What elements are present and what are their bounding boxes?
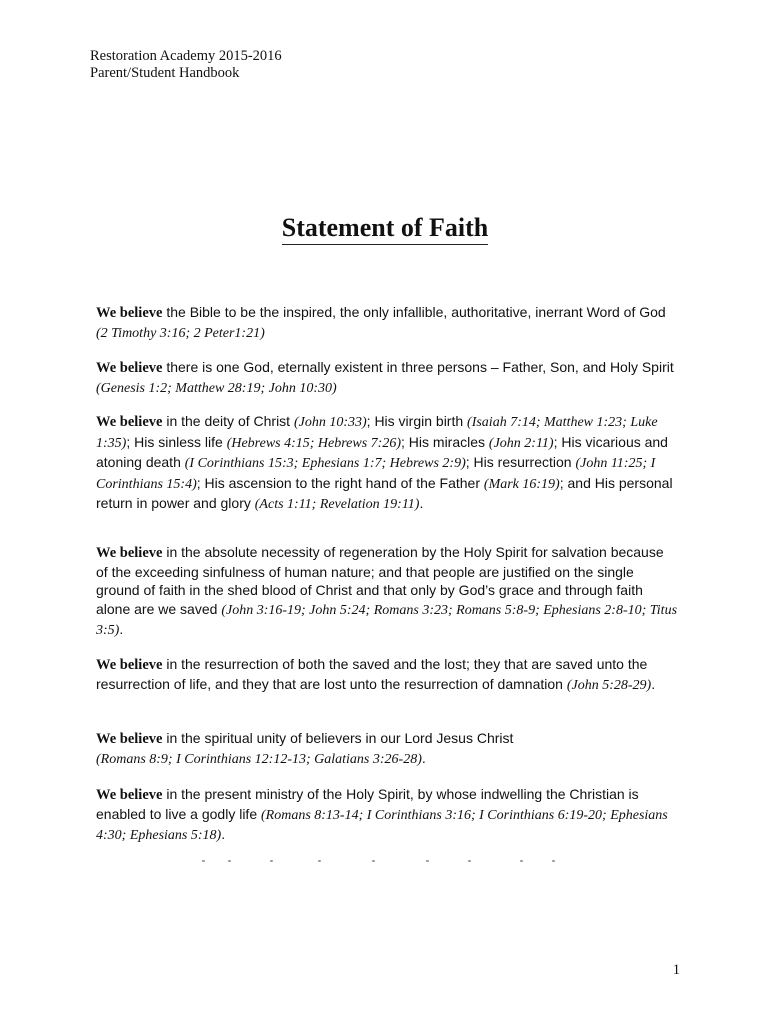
belief-resurrection (96, 655, 678, 695)
belief-text: . (119, 621, 124, 637)
belief-text: there is one God, eternally existent in three persons – Father, Son, and Holy Spirit (162, 359, 674, 375)
belief-text: ; His sinless life (126, 433, 227, 450)
scripture-reference: (John 5:28-29) (566, 677, 652, 693)
belief-bible (96, 303, 678, 343)
scripture-reference: (John 10:33) (293, 415, 367, 430)
belief-lead: We believe (96, 657, 163, 673)
belief-trinity (96, 358, 678, 398)
scripture-reference: (John 2:11) (488, 435, 554, 451)
scripture-reference: (Genesis 1:2; Matthew 28:19; John 10:30) (96, 380, 337, 396)
page-number: 1 (672, 962, 680, 978)
belief-text: . (651, 675, 656, 692)
scripture-reference: (Hebrews 4:15; Hebrews 7:26) (226, 435, 402, 451)
belief-text: ; His resurrection (465, 454, 576, 470)
belief-text: in the deity of Christ (162, 413, 294, 429)
belief-lead: We believe (96, 545, 163, 561)
belief-text: ; His miracles (401, 433, 489, 450)
belief-lead: We believe (96, 305, 163, 321)
belief-text: . (421, 749, 426, 766)
belief-text: ; His ascension to the right hand of the Father (196, 474, 484, 491)
belief-text: . (419, 495, 424, 511)
belief-text: ; and His personal return in power and glory (96, 474, 673, 511)
scripture-reference: (Romans 8:13-14; I Corinthians 3:16; I Corinthians 6:19-20; Ephesians 4:30; Ephesians 5:18) (96, 807, 668, 843)
belief-text: the Bible to be the inspired, the only infallible, authoritative, inerrant Word of God (162, 304, 666, 320)
page-title: Statement of Faith (282, 213, 489, 245)
belief-salvation (96, 543, 678, 641)
belief-lead: We believe (96, 787, 163, 803)
belief-text: in the resurrection of both the saved and the lost; they that are saved unto the resurrection of life, and they that are lost unto the resurrection of damnation (96, 656, 648, 692)
belief-lead: We believe (96, 360, 163, 376)
belief-lead: We believe (96, 731, 163, 747)
belief-holy-spirit (96, 785, 678, 846)
page-title-wrap (0, 213, 770, 243)
belief-text: in the present ministry of the Holy Spirit, by whose indwelling the Christian is enabled to live a godly life (96, 786, 639, 822)
belief-text: in the absolute necessity of regeneration by the Holy Spirit for salvation because of the exceeding sinfulness of human nature; and that people are justified on the single ground of faith in the shed blood of Christ and that only by God’s grace and through faith alone are we saved (96, 544, 664, 617)
belief-text: ; His virgin birth (366, 413, 468, 429)
scripture-reference: (2 Timothy 3:16; 2 Peter1:21) (96, 325, 265, 341)
belief-text: . (221, 826, 226, 842)
header-school-year: Restoration Academy 2015-2016 (90, 48, 282, 64)
faded-text-remnant (200, 858, 560, 864)
belief-unity (96, 729, 678, 769)
belief-christ (96, 412, 678, 515)
scripture-reference: (John 11:25; I Corinthians 15:4) (96, 456, 656, 492)
belief-text: ; His vicarious and atoning death (96, 433, 668, 470)
header-handbook-title: Parent/Student Handbook (90, 65, 240, 81)
belief-lead: We believe (96, 414, 163, 430)
scripture-reference: (Mark 16:19) (483, 476, 560, 492)
scripture-reference: (Isaiah 7:14; Matthew 1:23; Luke 1:35) (96, 415, 658, 451)
document-header (90, 48, 282, 82)
scripture-reference: (I Corinthians 15:3; Ephesians 1:7; Hebrews 2:9) (184, 456, 466, 471)
scripture-reference: (Acts 1:11; Revelation 19:11) (254, 497, 420, 512)
scripture-reference: (John 3:16-19; John 5:24; Romans 3:23; Romans 5:8-9; Ephesians 2:8-10; Titus 3:5) (96, 602, 678, 638)
belief-text: in the spiritual unity of believers in our Lord Jesus Christ (162, 730, 514, 746)
scripture-reference: (Romans 8:9; I Corinthians 12:12-13; Galatians 3:26-28) (96, 751, 422, 767)
